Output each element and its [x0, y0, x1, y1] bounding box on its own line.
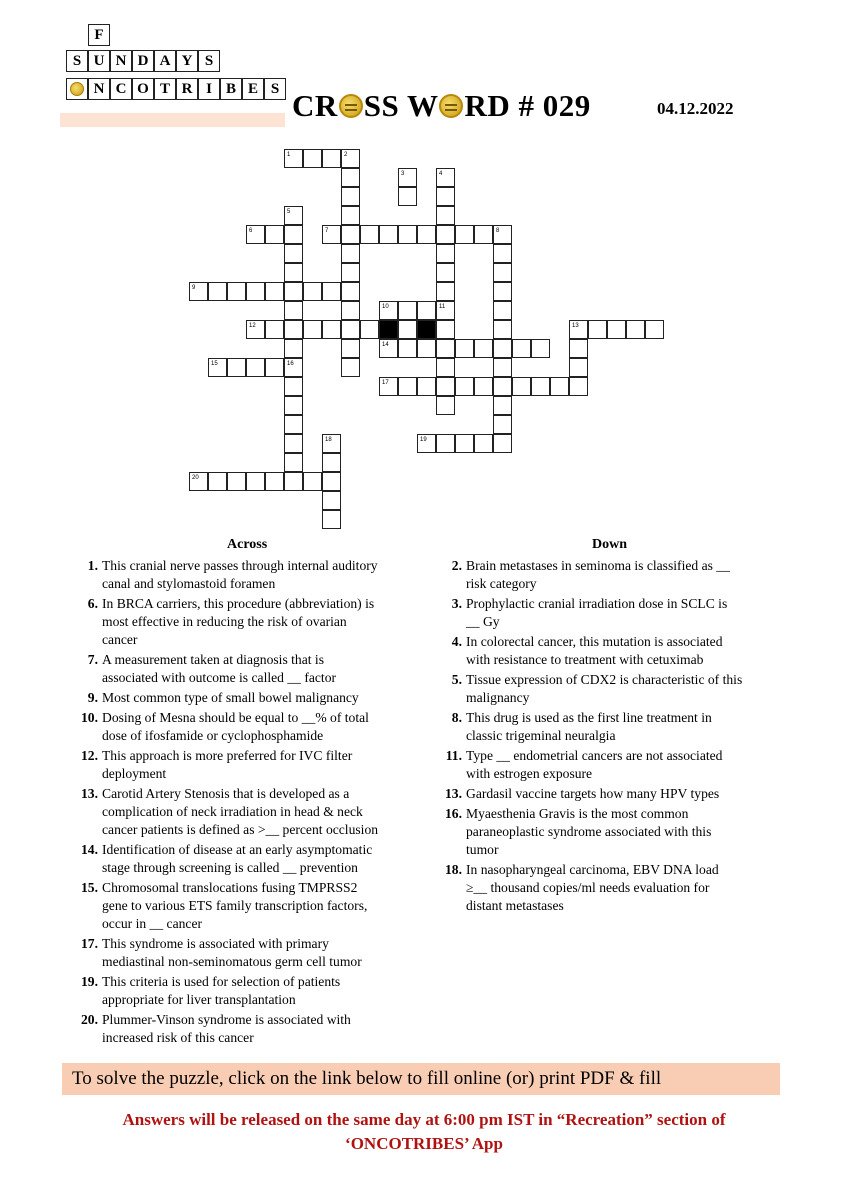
grid-cell[interactable] — [265, 282, 284, 301]
logo-letter: D — [132, 50, 154, 72]
across-clue — [78, 596, 418, 650]
grid-cell[interactable] — [208, 282, 227, 301]
grid-cell[interactable] — [227, 472, 246, 491]
across-clue — [78, 690, 418, 708]
clue-number: 11. — [445, 748, 462, 763]
answers-notice-line1: Answers will be released on the same day at 6:00 pm IST in “Recreation” section of — [122, 1110, 726, 1129]
grid-cell[interactable] — [493, 396, 512, 415]
grid-number: 2 — [344, 152, 348, 158]
grid-number: 6 — [249, 228, 253, 234]
grid-cell[interactable] — [550, 377, 569, 396]
grid-cell[interactable] — [493, 301, 512, 320]
solve-banner-text[interactable]: To solve the puzzle, click on the link below to fill online (or) print PDF & fill — [72, 1068, 662, 1089]
grid-cell[interactable] — [493, 358, 512, 377]
grid-number: 17 — [382, 380, 389, 386]
across-clue — [78, 652, 418, 688]
grid-cell[interactable] — [303, 149, 322, 168]
clue-number: 19. — [81, 974, 98, 989]
clue-text: malignancy — [466, 690, 530, 705]
grid-cell[interactable] — [474, 339, 493, 358]
clue-text: This criteria is used for selection of patients — [102, 974, 341, 989]
clue-number: 14. — [81, 842, 98, 857]
clue-number: 13. — [81, 786, 98, 801]
grid-cell[interactable] — [246, 472, 265, 491]
clue-text: A measurement taken at diagnosis that is — [102, 652, 324, 667]
grid-cell[interactable] — [360, 320, 379, 339]
logo-letter: B — [220, 78, 242, 100]
logo-letter: O — [132, 78, 154, 100]
grid-cell[interactable] — [322, 320, 341, 339]
clue-number: 1. — [87, 558, 98, 573]
grid-cell[interactable] — [398, 339, 417, 358]
logo-letter: N — [110, 50, 132, 72]
clue-number: 17. — [81, 936, 98, 951]
grid-cell[interactable] — [607, 320, 626, 339]
clue-text: In BRCA carriers, this procedure (abbreviation) is — [102, 596, 375, 611]
grid-cell[interactable] — [436, 434, 455, 453]
clue-text: canal and stylomastoid foramen — [102, 576, 276, 591]
grid-cell[interactable] — [436, 225, 455, 244]
grid-cell[interactable] — [341, 339, 360, 358]
across-clue — [78, 710, 418, 746]
grid-cell[interactable] — [626, 320, 645, 339]
clue-text: Myaesthenia Gravis is the most common — [466, 806, 689, 821]
grid-cell[interactable] — [379, 225, 398, 244]
grid-cell[interactable] — [493, 320, 512, 339]
clue-text: Most common type of small bowel malignancy — [102, 690, 359, 705]
grid-cell[interactable] — [303, 472, 322, 491]
black-cell — [417, 320, 436, 339]
clue-text: with resistance to treatment with cetuximab — [466, 652, 704, 667]
clue-number: 9. — [87, 690, 98, 705]
grid-number: 5 — [287, 209, 291, 215]
clue-number: 12. — [81, 748, 98, 763]
clue-number: 5. — [451, 672, 462, 687]
clue-number: 8. — [451, 710, 462, 725]
grid-cell[interactable] — [284, 320, 303, 339]
grid-cell[interactable] — [284, 244, 303, 263]
clue-number: 6. — [87, 596, 98, 611]
clue-text: risk category — [466, 576, 537, 591]
logo-letter: C — [110, 78, 132, 100]
title-part: CR — [292, 88, 338, 123]
grid-cell[interactable] — [436, 320, 455, 339]
grid-cell[interactable] — [455, 434, 474, 453]
grid-cell[interactable] — [341, 358, 360, 377]
down-clue — [442, 596, 782, 632]
down-clue — [442, 634, 782, 670]
clue-text: mediastinal non-seminomatous germ cell tumor — [102, 954, 362, 969]
grid-cell[interactable] — [284, 225, 303, 244]
grid-cell[interactable] — [436, 282, 455, 301]
clue-text: Identification of disease at an early asymptomatic — [102, 842, 373, 857]
grid-cell[interactable] — [284, 301, 303, 320]
clue-text: ≥__ thousand copies/ml needs evaluation for — [466, 880, 710, 895]
grid-number: 13 — [572, 323, 579, 329]
grid-cell[interactable] — [569, 339, 588, 358]
grid-cell[interactable] — [341, 168, 360, 187]
clue-text: This syndrome is associated with primary — [102, 936, 329, 951]
grid-cell[interactable] — [303, 282, 322, 301]
grid-cell[interactable] — [322, 453, 341, 472]
across-clue — [78, 880, 418, 934]
grid-cell[interactable] — [436, 187, 455, 206]
clue-number: 16. — [445, 806, 462, 821]
clue-text: dose of ifosfamide or cyclophosphamide — [102, 728, 324, 743]
grid-cell[interactable] — [493, 244, 512, 263]
grid-number: 14 — [382, 342, 389, 348]
grid-cell[interactable] — [569, 377, 588, 396]
clue-text: stage through screening is called __ prevention — [102, 860, 358, 875]
grid-number: 7 — [325, 228, 329, 234]
logo-letter: S — [66, 50, 88, 72]
down-clue — [442, 672, 782, 708]
clue-text: appropriate for liver transplantation — [102, 992, 296, 1007]
logo-letter: I — [198, 78, 220, 100]
grid-cell[interactable] — [436, 377, 455, 396]
clue-text: In colorectal cancer, this mutation is associated — [466, 634, 723, 649]
clue-text: __ Gy — [466, 614, 500, 629]
grid-cell[interactable] — [436, 396, 455, 415]
grid-number: 1 — [287, 152, 291, 158]
grid-cell[interactable] — [455, 377, 474, 396]
clue-text: This approach is more preferred for IVC filter — [102, 748, 353, 763]
down-clue — [442, 558, 782, 594]
clue-text: occur in __ cancer — [102, 916, 203, 931]
across-clue — [78, 1012, 418, 1048]
grid-cell[interactable] — [398, 377, 417, 396]
logo-letter: S — [264, 78, 286, 100]
across-clue — [78, 974, 418, 1010]
grid-cell[interactable] — [512, 377, 531, 396]
clue-text: Dosing of Mesna should be equal to __% of total — [102, 710, 369, 725]
clue-text: cancer patients is defined as >__ percent occlusion — [102, 822, 379, 837]
clue-text: distant metastases — [466, 898, 564, 913]
crossword-grid — [0, 0, 848, 520]
clue-text: complication of neck irradiation in head & neck — [102, 804, 363, 819]
down-clue — [442, 748, 782, 784]
title-part: SS W — [363, 88, 439, 123]
grid-cell[interactable] — [322, 282, 341, 301]
grid-cell[interactable] — [284, 396, 303, 415]
clue-text: cancer — [102, 632, 138, 647]
grid-cell[interactable] — [436, 358, 455, 377]
grid-cell[interactable] — [341, 282, 360, 301]
grid-cell[interactable] — [284, 453, 303, 472]
grid-cell[interactable] — [398, 187, 417, 206]
title-part: RD # 029 — [464, 88, 591, 123]
across-heading: Across — [227, 537, 268, 552]
grid-cell[interactable] — [284, 472, 303, 491]
down-clue — [442, 862, 782, 916]
grid-cell[interactable] — [398, 320, 417, 339]
grid-cell[interactable] — [436, 263, 455, 282]
logo-letter: R — [176, 78, 198, 100]
grid-cell[interactable] — [398, 225, 417, 244]
grid-cell[interactable] — [588, 320, 607, 339]
black-cell — [379, 320, 398, 339]
grid-cell[interactable] — [493, 263, 512, 282]
grid-cell[interactable] — [246, 358, 265, 377]
grid-cell[interactable] — [531, 339, 550, 358]
clue-text: classic trigeminal neuralgia — [466, 728, 616, 743]
across-clue — [78, 748, 418, 784]
clue-text: Chromosomal translocations fusing TMPRSS2 — [102, 880, 358, 895]
grid-cell[interactable] — [265, 225, 284, 244]
grid-cell[interactable] — [246, 282, 265, 301]
grid-cell[interactable] — [341, 301, 360, 320]
grid-number: 11 — [439, 304, 446, 310]
clue-text: tumor — [466, 842, 499, 857]
grid-cell[interactable] — [493, 282, 512, 301]
clue-number: 18. — [445, 862, 462, 877]
grid-cell[interactable] — [493, 339, 512, 358]
down-clue — [442, 710, 782, 746]
grid-number: 16 — [287, 361, 294, 367]
logo-letter: N — [88, 78, 110, 100]
grid-cell[interactable] — [341, 206, 360, 225]
grid-cell[interactable] — [265, 472, 284, 491]
grid-cell[interactable] — [341, 244, 360, 263]
grid-cell[interactable] — [493, 434, 512, 453]
grid-cell[interactable] — [284, 282, 303, 301]
grid-number: 20 — [192, 475, 199, 481]
clue-text: deployment — [102, 766, 167, 781]
clue-text: associated with outcome is called __ factor — [102, 670, 337, 685]
grid-number: 19 — [420, 437, 427, 443]
grid-cell[interactable] — [436, 206, 455, 225]
grid-cell[interactable] — [417, 339, 436, 358]
grid-number: 9 — [192, 285, 196, 291]
grid-cell[interactable] — [322, 510, 341, 529]
logo-letter-f: F — [88, 24, 110, 46]
grid-cell[interactable] — [265, 358, 284, 377]
clue-number: 3. — [451, 596, 462, 611]
grid-cell[interactable] — [341, 263, 360, 282]
grid-cell[interactable] — [417, 377, 436, 396]
clue-number: 13. — [445, 786, 462, 801]
grid-cell[interactable] — [284, 339, 303, 358]
grid-cell[interactable] — [303, 320, 322, 339]
grid-cell[interactable] — [322, 491, 341, 510]
across-clue — [78, 786, 418, 840]
grid-cell[interactable] — [227, 282, 246, 301]
clue-text: Tissue expression of CDX2 is characteristic of this — [466, 672, 743, 687]
grid-cell[interactable] — [493, 377, 512, 396]
clue-number: 4. — [451, 634, 462, 649]
clue-number: 7. — [87, 652, 98, 667]
logo-letter: U — [88, 50, 110, 72]
grid-cell[interactable] — [474, 434, 493, 453]
grid-cell[interactable] — [360, 225, 379, 244]
puzzle-date: 04.12.2022 — [657, 99, 734, 118]
clue-text: This cranial nerve passes through internal auditory — [102, 558, 378, 573]
down-clue — [442, 786, 782, 804]
clue-text: paraneoplastic syndrome associated with this — [466, 824, 712, 839]
grid-number: 8 — [496, 228, 500, 234]
down-heading: Down — [592, 537, 628, 552]
grid-cell[interactable] — [417, 301, 436, 320]
grid-cell[interactable] — [417, 225, 436, 244]
across-clue — [78, 936, 418, 972]
grid-cell[interactable] — [474, 377, 493, 396]
logo-letter: E — [242, 78, 264, 100]
grid-cell[interactable] — [436, 244, 455, 263]
grid-cell[interactable] — [645, 320, 664, 339]
grid-number: 3 — [401, 171, 405, 177]
logo-letter: A — [154, 50, 176, 72]
grid-cell[interactable] — [265, 320, 284, 339]
clue-text: This drug is used as the first line treatment in — [466, 710, 712, 725]
grid-cell[interactable] — [227, 358, 246, 377]
grid-cell[interactable] — [455, 339, 474, 358]
grid-cell[interactable] — [322, 149, 341, 168]
grid-cell[interactable] — [398, 301, 417, 320]
grid-cell[interactable] — [341, 225, 360, 244]
across-clue — [78, 558, 418, 594]
grid-cell[interactable] — [322, 472, 341, 491]
grid-cell[interactable] — [284, 263, 303, 282]
across-clue — [78, 842, 418, 878]
down-clue — [442, 806, 782, 860]
grid-cell[interactable] — [341, 320, 360, 339]
answers-notice-line2: ‘ONCOTRIBES’ App — [345, 1134, 503, 1153]
grid-number: 12 — [249, 323, 256, 329]
grid-cell[interactable] — [284, 434, 303, 453]
grid-cell[interactable] — [569, 358, 588, 377]
grid-cell[interactable] — [284, 377, 303, 396]
grid-cell[interactable] — [493, 415, 512, 434]
clue-text: gene to various ETS family transcription factors, — [102, 898, 368, 913]
grid-cell[interactable] — [208, 472, 227, 491]
grid-cell[interactable] — [455, 225, 474, 244]
clue-text: most effective in reducing the risk of ovarian — [102, 614, 347, 629]
grid-cell[interactable] — [284, 415, 303, 434]
clue-number: 10. — [81, 710, 98, 725]
logo-letter: Y — [176, 50, 198, 72]
clue-text: In nasopharyngeal carcinoma, EBV DNA load — [466, 862, 719, 877]
grid-cell[interactable] — [341, 187, 360, 206]
grid-cell[interactable] — [531, 377, 550, 396]
logo-letter: T — [154, 78, 176, 100]
grid-number: 4 — [439, 171, 443, 177]
clue-text: with estrogen exposure — [466, 766, 593, 781]
grid-cell[interactable] — [474, 225, 493, 244]
grid-number: 18 — [325, 437, 332, 443]
grid-number: 10 — [382, 304, 389, 310]
logo-letter: S — [198, 50, 220, 72]
clue-number: 15. — [81, 880, 98, 895]
grid-number: 15 — [211, 361, 218, 367]
clue-text: Carotid Artery Stenosis that is developed as a — [102, 786, 350, 801]
clue-number: 20. — [81, 1012, 98, 1027]
grid-cell[interactable] — [436, 339, 455, 358]
clue-text: Gardasil vaccine targets how many HPV types — [466, 786, 720, 801]
clue-text: Brain metastases in seminoma is classified as __ — [466, 558, 730, 573]
clue-text: Prophylactic cranial irradiation dose in SCLC is — [466, 596, 728, 611]
grid-cell[interactable] — [512, 339, 531, 358]
clue-number: 2. — [451, 558, 462, 573]
clue-text: Type __ endometrial cancers are not associated — [466, 748, 723, 763]
clue-text: increased risk of this cancer — [102, 1030, 254, 1045]
clue-text: Plummer-Vinson syndrome is associated with — [102, 1012, 351, 1027]
